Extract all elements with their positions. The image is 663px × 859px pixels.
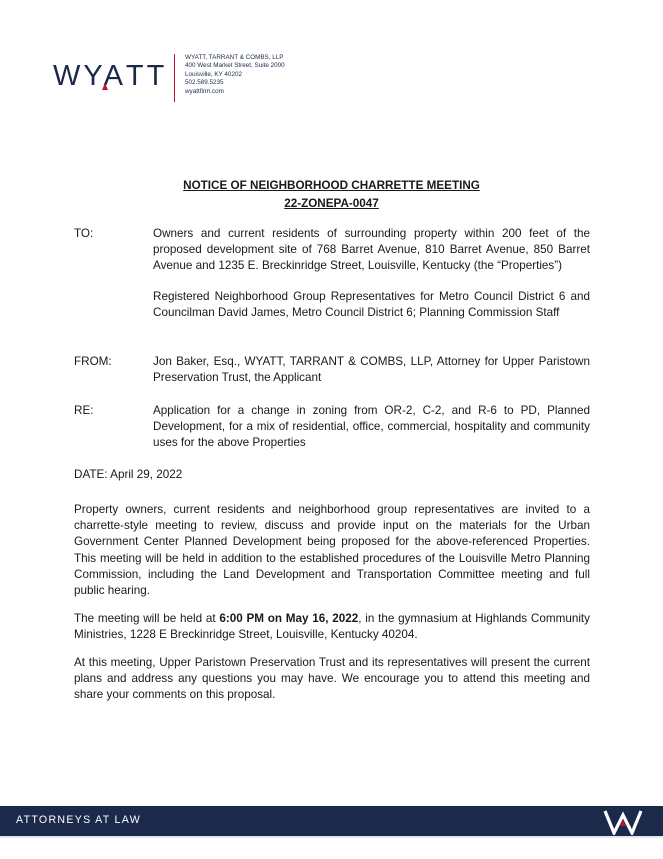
to-section	[74, 226, 590, 336]
meeting-details-text	[74, 611, 590, 643]
date-line: DATE: April 29, 2022	[74, 468, 183, 481]
closing-paragraph	[74, 655, 590, 704]
invitation-paragraph	[74, 502, 590, 599]
footer-tagline: ATTORNEYS AT LAW	[16, 814, 141, 826]
footer-strip	[0, 836, 663, 838]
meeting-details-paragraph	[74, 611, 590, 643]
to-label: TO:	[74, 227, 94, 240]
from-text: Jon Baker, Esq., WYATT, TARRANT & COMBS, LLP, Attorney for Upper Paristown Preservation Trust, the Applicant	[153, 355, 590, 385]
meeting-location: , in the gymnasium at Highlands Community Ministries, 1228 E Breckinridge Street, Louisville, Kentucky 40204.	[74, 612, 591, 642]
firm-logo: WYATT	[53, 60, 168, 92]
re-text: Application for a change in zoning from OR-2, C-2, and R-6 to PD, Planned Development, for a mix of residential, office, commercial, hospitality and community uses for the above Properties	[153, 404, 590, 450]
from-section	[74, 354, 590, 388]
footer-bar	[0, 806, 663, 836]
letterhead-divider	[174, 54, 175, 102]
case-number: 22-ZONEPA-0047	[284, 197, 379, 210]
to-recipients-owners: Owners and current residents of surrounding property within 200 feet of the proposed development site of 768 Barret Avenue, 810 Barret Avenue, 850 Barret Avenue and 1235 E. Breckinridge Street, Louisville, Kentucky (the “Properties”)	[153, 227, 590, 273]
from-label: FROM:	[74, 355, 112, 368]
meeting-time: 6:00 PM on May 16, 2022	[219, 612, 359, 625]
firm-street: 400 West Market Street, Suite 2000	[185, 62, 285, 70]
re-section	[74, 403, 590, 453]
w-logo-icon	[603, 809, 643, 835]
notice-title	[0, 177, 663, 213]
firm-name: WYATT, TARRANT & COMBS, LLP	[185, 54, 284, 61]
firm-phone: 502.589.5235	[185, 79, 224, 87]
firm-contact-info	[185, 54, 285, 96]
firm-city: Louisville, KY 40202	[185, 70, 242, 78]
meeting-details-intro: The meeting will be held at	[74, 612, 220, 625]
to-recipients-groups: Registered Neighborhood Group Representatives for Metro Council District 6 and Councilman David James, Metro Council District 6; Planning Commission Staff	[153, 290, 590, 320]
invitation-text: Property owners, current residents and neighborhood group representatives are invited to a charrette-style meeting to review, discuss and provide input on the materials for the Urban Government Center Planned Development being proposed for the above-referenced Properties. This meeting will be held in addition to the established procedures of the Louisville Metro Planning Commission, including the Land Development and Transportation Committee meeting and full public hearing.	[74, 503, 590, 598]
notice-title-line: NOTICE OF NEIGHBORHOOD CHARRETTE MEETING	[183, 179, 480, 192]
re-label: RE:	[74, 404, 94, 417]
firm-website: wyattfirm.com	[185, 87, 224, 95]
closing-text: At this meeting, Upper Paristown Preservation Trust and its representatives will present the current plans and address any questions you may have. We encourage you to attend this meeting and share your comments on this proposal.	[74, 656, 590, 702]
